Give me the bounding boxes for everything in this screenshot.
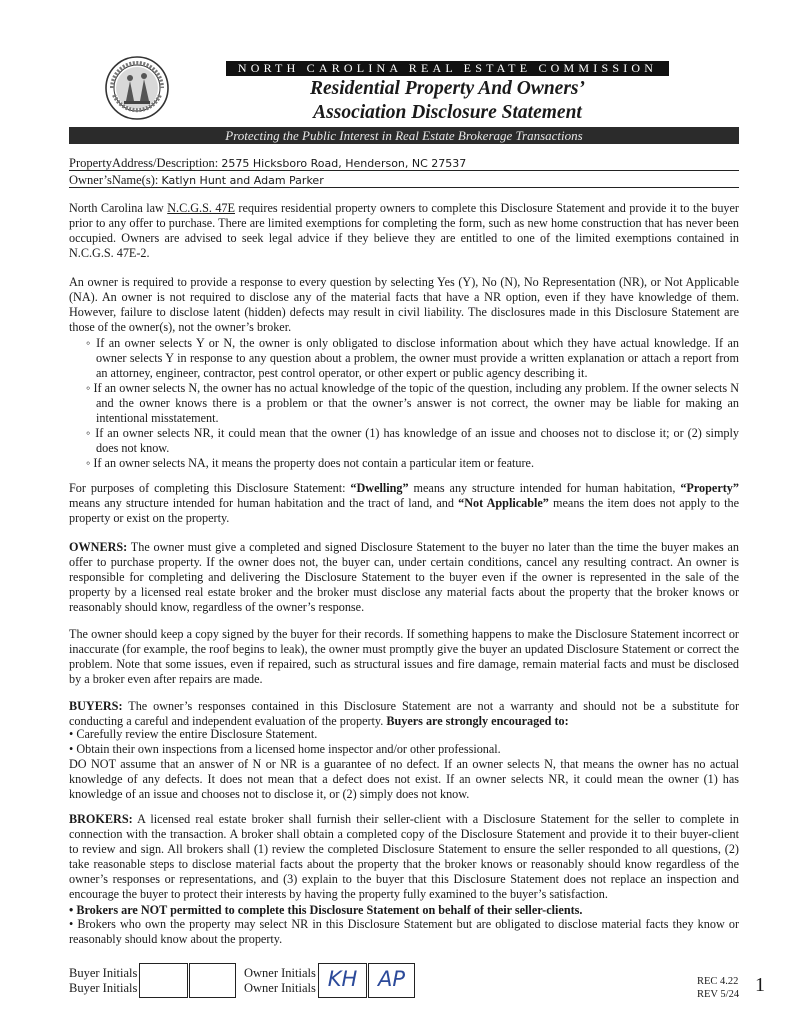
owners-name-row (69, 173, 739, 187)
owners-name-value[interactable]: Katlyn Hunt and Adam Parker (161, 174, 324, 187)
commission-name-bar: NORTH CAROLINA REAL ESTATE COMMISSION (226, 61, 669, 76)
buyers-bullet-1: • Carefully review the entire Disclosure Statement. (69, 727, 318, 741)
property-address-label: PropertyAddress/Description: (69, 156, 219, 170)
owners-heading: OWNERS: (69, 540, 128, 554)
buyers-heading: BUYERS: (69, 699, 123, 713)
owners-paragraph-2: The owner should keep a copy signed by the buyer for their records. If something happens to make the Disclosure Statement incorrect or inaccurate (for example, the roof begins to leak), the owner must promptly give the buyer an updated Disclosure Statement or correct the problem. Note that some issues, even if repaired, such as structural issues and fire damage, remain material facts and must be disclosed by a broker even after repairs are made. (69, 627, 739, 686)
owner-initials-label-2: Owner Initials (244, 981, 316, 995)
bullet-nr: ◦ If an owner selects NR, it could mean that the owner (1) has knowledge of an issue and chooses not to disclose it; or (2) simply does not know. (86, 426, 739, 455)
property-address-rule (69, 170, 739, 171)
bullet-na: ◦ If an owner selects NA, it means the property does not contain a particular item or feature. (86, 456, 534, 470)
owners-paragraph-1: OWNERS: The owner must give a completed and signed Disclosure Statement to the buyer no later than the time the buyer makes an offer to purchase property. If the owner does not, the buyer can, under certain conditions, cancel any resulting contract. An owner is responsible for completing and delivering the Disclosure Statement to the buyer even if the owner is represented in the sale of the property by a licensed real estate broker and the broker must disclose any material facts about the property that the broker knows or reasonably should know, regardless of the owner’s response. (69, 540, 739, 614)
owner-initials-1-handwriting: KH (327, 967, 358, 991)
owners-name-rule (69, 187, 739, 188)
buyer-initials-label-1: Buyer Initials (69, 966, 138, 980)
owner-initials-box-1[interactable] (318, 963, 367, 998)
brokers-heading: BROKERS: (69, 812, 133, 826)
owner-initials-label-1: Owner Initials (244, 966, 316, 980)
buyers-bullet-2: • Obtain their own inspections from a licensed home inspector and/or other professional. (69, 742, 501, 756)
bullet-n: ◦ If an owner selects N, the owner has no actual knowledge of the topic of the question, including any problem. If the owner selects N and the owner knows there is a problem or that the owner’s answer is not correct, the owner may be liable for making an intentional misstatement. (86, 381, 739, 425)
intro-paragraph-1: North Carolina law N.C.G.S. 47E requires residential property owners to complete this Disclosure Statement and provide it to the buyer prior to any offer to purchase. There are limited exemptions for completing the form, such as new home construction that has never been occupied. Owners are advised to seek legal advice if they believe they are entitled to one of the limited exemptions contained in N.C.G.S. 47E-2. (69, 201, 739, 260)
intro-paragraph-2: An owner is required to provide a response to every question by selecting Yes (Y), No (N), No Representation (NR), or Not Applicable (NA). An owner is not required to disclose any of the material facts that have a NR option, even if they have knowledge of them. However, failure to disclose latent (hidden) defects may result in civil liability. The disclosures made in this Disclosure Statement are those of the owner(s), not the owner’s broker. (69, 275, 739, 334)
owners-name-label: Owner’sName(s): (69, 173, 159, 187)
brokers-bullet-2: • Brokers who own the property may select NR in this Disclosure Statement but are obligated to disclose material facts they know or reasonably should know about the property. (69, 917, 739, 946)
property-address-value[interactable]: 2575 Hicksboro Road, Henderson, NC 27537 (221, 157, 467, 170)
form-title-line-2: Association Disclosure Statement (313, 102, 582, 123)
form-title-line-1: Residential Property And Owners’ (310, 78, 585, 99)
buyer-initials-box-1[interactable] (139, 963, 188, 998)
page-number: 1 (755, 974, 765, 996)
buyer-initials-label-2: Buyer Initials (69, 981, 138, 995)
owner-initials-2-handwriting: AP (377, 967, 406, 991)
brokers-bullet-1: • Brokers are NOT permitted to complete this Disclosure Statement on behalf of their seller-clients. (69, 903, 583, 917)
ncgs-47e-link[interactable]: N.C.G.S. 47E (167, 201, 235, 215)
rev-date: REV 5/24 (697, 989, 740, 1000)
commission-seal-logo (104, 55, 170, 121)
bullet-y-or-n: ◦ If an owner selects Y or N, the owner is only obligated to disclose information about which they have actual knowledge. If an owner selects Y in response to any question about a problem, the owner must provide a written explanation or attach a report from an attorney, engineer, contractor, pest control operator, or other expert or public agency describing it. (86, 336, 739, 380)
brokers-paragraph-1: BROKERS: A licensed real estate broker shall furnish their seller-client with a Disclosure Statement for the seller to complete in connection with the transaction. A broker shall obtain a completed copy of the Disclosure Statement and provide it to their buyer-client to review and sign. All brokers shall (1) review the completed Disclosure Statement to ensure the seller responded to all questions, (2) take reasonable steps to disclose material facts about the property that the broker knows or reasonably should know regardless of the owner’s responses or representations, and (3) explain to the buyer that this Disclosure Statement does not replace an inspection and encourage the buyer to protect their interests by having the property fully examined to the buyer’s satisfaction. (69, 812, 739, 901)
buyers-paragraph-1: BUYERS: The owner’s responses contained in this Disclosure Statement are not a warranty and should not be a substitute for conducting a careful and independent evaluation of the property. Buyers are strongly encouraged to: (69, 699, 739, 728)
property-address-row (69, 156, 739, 170)
tagline-bar: Protecting the Public Interest in Real Estate Brokerage Transactions (69, 127, 739, 144)
rec-form-number: REC 4.22 (697, 976, 739, 987)
definitions-paragraph: For purposes of completing this Disclosure Statement: “Dwelling” means any structure intended for human habitation, “Property” means any structure intended for human habitation and the tract of land, and “Not Applicable” means the item does not apply to the property or exist on the property. (69, 481, 740, 525)
owner-initials-box-2[interactable] (368, 963, 415, 998)
buyer-initials-box-2[interactable] (189, 963, 236, 998)
buyers-paragraph-2: DO NOT assume that an answer of N or NR is a guarantee of no defect. If an owner selects N, that means the owner has no actual knowledge of any defects. It does not mean that a defect does not exist. If an owner selects NR, it could mean the owner (1) has knowledge of an issue and chooses not to disclose it, or (2) simply does not know. (69, 757, 739, 801)
